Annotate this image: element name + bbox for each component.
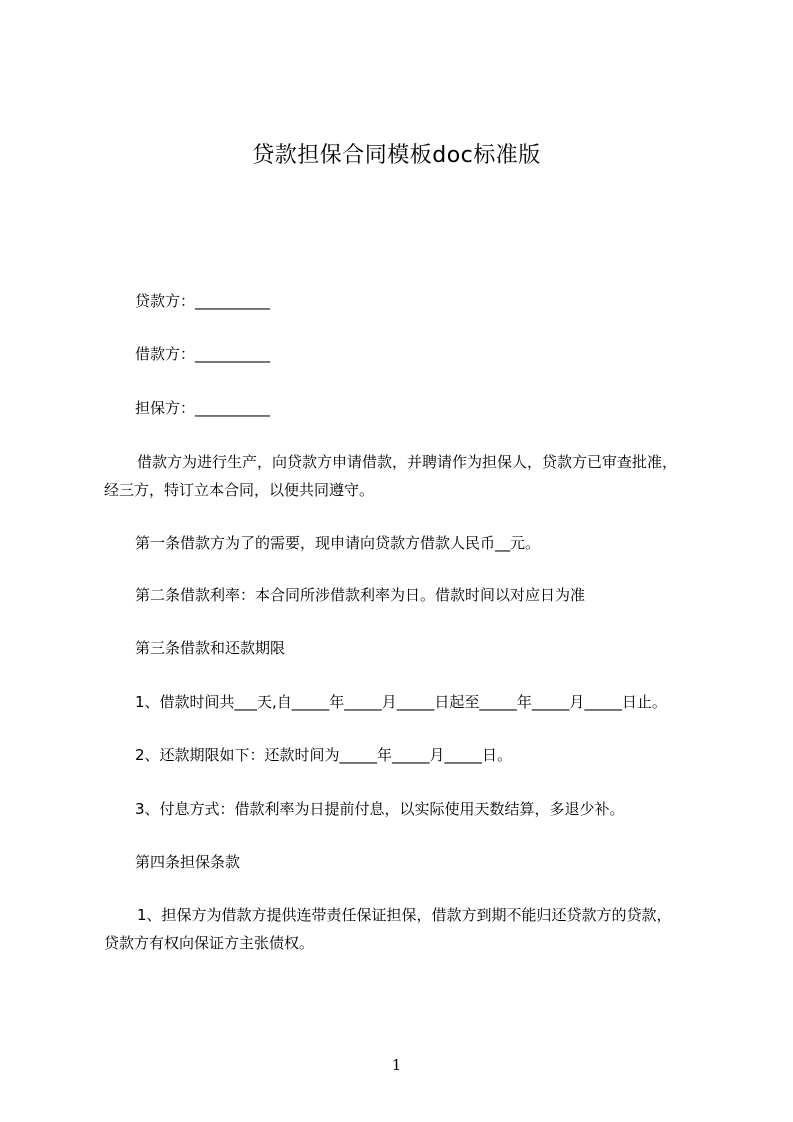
party-lender: 贷款方：__________	[135, 292, 271, 310]
party-borrower: 借款方：__________	[135, 345, 271, 363]
guarantee-line-2: 贷款方有权向保证方主张债权。	[104, 934, 315, 952]
document-title: 贷款担保合同模板doc标准版	[252, 143, 541, 168]
article-3-item-2: 2、还款期限如下：还款时间为_____年_____月_____日。	[135, 746, 513, 764]
party-guarantor: 担保方：__________	[135, 399, 271, 417]
article-3-item-1: 1、借款时间共___天,自_____年_____月_____日起至_____年_____月_____日止。	[135, 693, 667, 711]
article-2: 第二条借款利率：本合同所涉借款利率为日。借款时间以对应日为准	[135, 586, 586, 604]
article-4-heading: 第四条担保条款	[135, 853, 241, 871]
intro-line-1: 借款方为进行生产，向贷款方申请借款，并聘请作为担保人，贷款方已审查批准，	[137, 453, 678, 471]
guarantee-line-1: 1、担保方为借款方提供连带责任保证担保，借款方到期不能归还贷款方的贷款，	[137, 906, 672, 924]
article-3-heading: 第三条借款和还款期限	[135, 639, 286, 657]
intro-line-2: 经三方，特订立本合同，以便共同遵守。	[104, 481, 375, 499]
page-number: 1	[391, 1056, 402, 1074]
article-1: 第一条借款方为了的需要，现申请向贷款方借款人民币__元。	[135, 534, 541, 552]
article-3-item-3: 3、付息方式：借款利率为日提前付息，以实际使用天数结算，多退少补。	[135, 800, 625, 818]
